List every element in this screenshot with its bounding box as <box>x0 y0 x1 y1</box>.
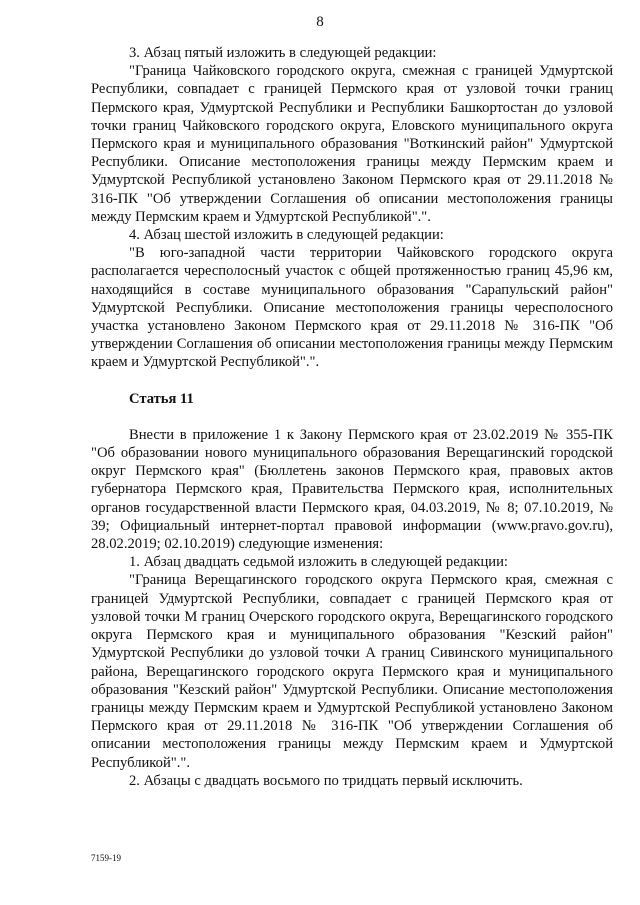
document-body <box>91 44 613 790</box>
paragraph-item-4-heading: 4. Абзац шестой изложить в следующей редакции: <box>129 227 444 244</box>
paragraph-item-1-heading: 1. Абзац двадцать седьмой изложить в следующей редакции: <box>129 554 508 571</box>
paragraph-vereshchagino-border: "Граница Верещагинского городского округа Пермского края, смежная с границей Удмуртской Республики, совпадает с границей Пермского края от узловой точки М границ Очерского городского округа, Верещагинского городского округа Пермского края и муниципального образования "Кезский район" Удмуртской Республики до узловой точки А границ Сивинского муниципального района, Верещагинского городского округа Пермского края и муниципального образования "Кезский район" Удмуртской Республики. Описание местоположения границы между Пермским краем и Удмуртской Республикой установлено Законом Пермского края от 29.11.2018 № 316-ПК "Об утверждении Соглашения об описании местоположения границы между Пермским краем и Удмуртской Республикой".". <box>91 572 613 771</box>
paragraph-enclave-section: "В юго-западной части территории Чайковского городского округа располагается чересполосный участок с общей протяженностью границ 45,96 км, находящийся в составе муниципального образования "Сарапульский район" Удмуртской Республики. Описание местоположения границы чересполосного участка установлено Законом Пермского края от 29.11.2018 № 316-ПК "Об утверждении Соглашения об описании местоположения границы между Пермским краем и Удмуртской Республикой".". <box>91 245 613 371</box>
document-code: 7159-19 <box>91 853 121 863</box>
page-number: 8 <box>316 14 324 30</box>
paragraph-tchaikovsky-border: "Граница Чайковского городского округа, смежная с границей Удмуртской Республики, совпадает с границей Пермского края от узловой точки границ Пермского края, Удмуртской Республики и Республики Башкортостан до узловой точки границ Чайковского городского округа, Еловского муниципального округа Пермского края и муниципального образования "Воткинский район" Удмуртской Республики. Описание местоположения границы между Пермским краем и Удмуртской Республикой установлено Законом Пермского края от 29.11.2018 № 316-ПК "Об утверждении Соглашения об описании местоположения границы между Пермским краем и Удмуртской Республикой".". <box>91 63 613 225</box>
article-title: Статья 11 <box>129 390 194 407</box>
paragraph-amendment-intro: Внести в приложение 1 к Закону Пермского края от 23.02.2019 № 355-ПК "Об образовании нового муниципального образования Верещагинский городской округ Пермского края" (Бюллетень законов Пермского края, правовых актов губернатора Пермского края, Правительства Пермского края, исполнительных органов государственной власти Пермского края, 04.03.2019, № 8; 07.10.2019, № 39; Официальный интернет-портал правовой информации (www.pravo.gov.ru), 28.02.2019; 02.10.2019) следующие изменения: <box>91 426 613 553</box>
paragraph-item-3-heading: 3. Абзац пятый изложить в следующей редакции: <box>129 45 437 61</box>
paragraph-item-2-exclude: 2. Абзацы с двадцать восьмого по тридцать первый исключить. <box>129 772 523 789</box>
